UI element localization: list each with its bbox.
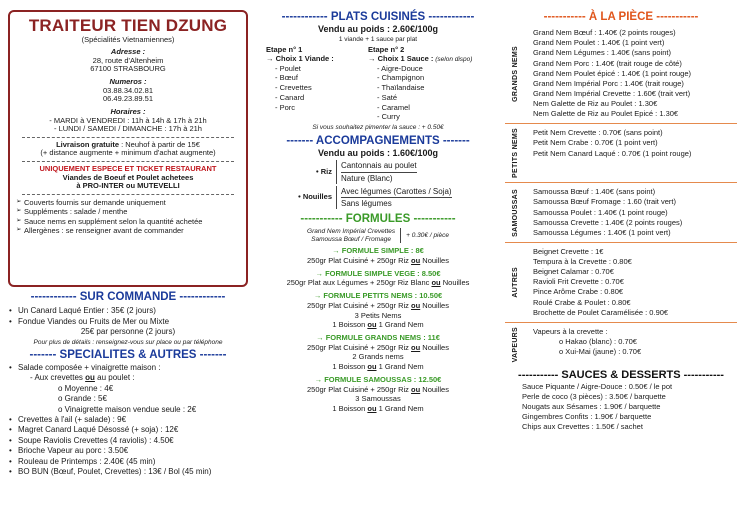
sur-commande-note: Pour plus de détails : renseignez-vous sur place ou par téléphone [33, 339, 223, 347]
nouilles-group [256, 186, 500, 209]
menu-item: Ravioli Frit Crevette : 0.70€ [533, 277, 624, 287]
left-column [8, 0, 248, 477]
menu-item: Grand Nem Impérial Crevette : 1.60€ (trait vert) [533, 88, 691, 98]
etape-2 [368, 46, 498, 122]
menu-item: Roulé Crabe & Poulet : 0.80€ [533, 297, 631, 307]
piment-note: Si vous souhaitez pimenter la sauce : + 0.50€ [312, 124, 444, 132]
formule-line: 3 Samoussas [355, 394, 401, 404]
menu-item: Samoussa Poulet : 1.40€ (1 point rouge) [533, 207, 668, 217]
list-item: • Fondue Viandes ou Fruits de Mer ou Mixte [8, 317, 248, 327]
grands-nems-block [505, 24, 737, 124]
sauce-item: - Aigre-Douce [376, 64, 498, 74]
riz-label: • Riz [316, 166, 332, 176]
right-column [505, 0, 737, 433]
grands-nems-label: GRANDS NEMS [511, 45, 519, 102]
salade-option: - Aux crevettes ou au poulet : [30, 373, 135, 383]
size-item: o Vinaigrette maison vendue seule : 2€ [58, 404, 197, 414]
menu-item: Beignet Crevette : 1€ [533, 246, 604, 256]
formules-title: ----------- FORMULES ----------- [300, 213, 456, 226]
phone-label: Numeros : [109, 77, 147, 87]
list-item: • Brioche Vapeur au porc : 3.50€ [8, 446, 248, 456]
viandes-list [266, 64, 368, 113]
formules-list [256, 247, 500, 413]
list-item: • Un Canard Laqué Entier : 35€ (2 jours) [8, 306, 248, 316]
specialites-title: ------- SPECIALITES & AUTRES ------- [29, 348, 227, 361]
nouilles-option: Avec légumes (Carottes / Soja) [341, 186, 452, 198]
sauces-items [505, 382, 737, 433]
restaurant-subtitle: (Spécialités Vietnamiennes) [81, 34, 175, 44]
accomp-title: ------- ACCOMPAGNEMENTS ------- [286, 134, 470, 147]
accomp-price: Vendu au poids : 1.60€/100g [317, 147, 439, 158]
hours-1: - MARDI à VENDREDI : 11h à 14h & 17h à 21h [49, 115, 207, 125]
menu-item: Sauce Piquante / Aigre-Douce : 0.50€ / le pot [522, 381, 673, 391]
list-item: • BO BUN (Bœuf, Poulet, Crevettes) : 13€ / Bol (45 min) [8, 467, 248, 477]
vapeurs-items [527, 327, 737, 362]
note-item: ➢ Sauce nems en supplément selon la quantité achetée [16, 217, 240, 226]
list-item: • Crevettes à l'ail (+ salade) : 9€ [8, 415, 248, 425]
menu-item: Nem Galette de Riz au Poulet : 1.30€ [533, 99, 658, 109]
meat-origin-1: Viandes de Boeuf et Poulet achetees [62, 172, 194, 182]
menu-item: Grand Nem Bœuf : 1.40€ (2 points rouges) [533, 28, 676, 38]
formules-supplement [256, 228, 500, 243]
grands-nems-items [527, 28, 737, 119]
viande-item: - Crevettes [274, 83, 368, 93]
divider [22, 161, 234, 162]
formule-line: 2 Grands nems [352, 352, 404, 362]
samoussas-block [505, 183, 737, 243]
autres-label: AUTRES [511, 267, 519, 298]
phone-2[interactable]: 06.49.23.89.51 [102, 94, 154, 104]
address-line-1: 28, route d'Altenheim [92, 55, 164, 65]
menu-item: Grand Nem Poulet épicé : 1.40€ (1 point rouge) [533, 68, 692, 78]
sauce-item: - Caramel [376, 103, 498, 113]
menu-item: Perle de coco (3 pièces) : 3.50€ / barquette [522, 392, 666, 402]
menu-item: Nougats aux Sésames : 1.90€ / barquette [522, 402, 661, 412]
divider [22, 137, 234, 138]
riz-option: Cantonnais au poulet [341, 160, 417, 172]
note-item: ➢ Allergènes : se renseigner avant de commander [16, 226, 240, 235]
petits-nems-items [527, 128, 737, 178]
delivery-note: (+ distance augmente + minimum d'achat augmente) [40, 148, 216, 158]
formule-line: 250gr Plat Cuisiné + 250gr Riz ou Nouilles [307, 300, 449, 310]
choix-viande: → Choix 1 Viande : [266, 53, 334, 63]
menu-item: Gingembres Confits : 1.90€ / barquette [522, 412, 652, 422]
meat-origin-2: à PRO-INTER ou MUTEVELLI [76, 181, 180, 191]
list-item: • Salade composée + vinaigrette maison : [8, 363, 248, 373]
viande-item: - Porc [274, 103, 368, 113]
plats-price: Vendu au poids : 2.60€/100g [317, 24, 439, 35]
menu-item: Tempura à la Crevette : 0.80€ [533, 257, 632, 267]
fondue-price: 25€ par personne (2 jours) [80, 327, 176, 336]
autres-items [527, 247, 737, 318]
petits-nems-label: PETITS NEMS [511, 128, 519, 179]
divider [22, 194, 234, 195]
sauces-list [368, 64, 498, 123]
note-item: ➢ Suppléments : salade / menthe [16, 207, 240, 216]
nouilles-label: • Nouilles [298, 192, 332, 202]
notes-list [16, 198, 240, 236]
address-line-2: 67100 STRASBOURG [90, 64, 166, 74]
menu-item: Samoussa Légumes : 1.40€ (1 point vert) [533, 227, 671, 237]
etape-1 [256, 46, 368, 122]
nouilles-option: Sans légumes [341, 199, 392, 209]
petits-nems-block [505, 124, 737, 183]
vapeurs-label: VAPEURS [511, 326, 519, 363]
phone-1[interactable]: 03.88.34.02.81 [102, 85, 154, 95]
autres-block [505, 243, 737, 323]
formule-line: 250gr Plat Cuisiné + 250gr Riz ou Nouilles [307, 384, 449, 394]
sur-commande-title: ------------ SUR COMMANDE ------------ [30, 291, 226, 303]
etape-2-label: Etape n° 2 [368, 45, 405, 55]
menu-item: Grand Nem Porc : 1.40€ (trait rouge de côté) [533, 58, 682, 68]
salade-sizes [8, 384, 248, 415]
formule-line: 250gr Plat Cuisiné + 250gr Riz ou Nouilles [307, 256, 449, 265]
menu-item: Chips aux Crevettes : 1.50€ / sachet [522, 422, 643, 432]
menu-item: Vapeurs à la crevette : [533, 326, 608, 336]
hours-2: - LUNDI / SAMEDI / DIMANCHE : 17h à 21h [54, 124, 202, 134]
formule-line: 3 Petits Nems [354, 310, 402, 320]
a-la-piece-title: ----------- À LA PIÈCE ----------- [543, 11, 699, 23]
viande-item: - Canard [274, 93, 368, 103]
menu-item: Petit Nem Canard Laqué : 0.70€ (1 point rouge) [533, 148, 692, 158]
sauce-item: - Saté [376, 93, 498, 103]
riz-option: Nature (Blanc) [341, 173, 393, 183]
menu-item: Samoussa Crevette : 1.40€ (2 points rouges) [533, 217, 683, 227]
specialites-list [8, 363, 248, 373]
sauces-title: ----------- SAUCES & DESSERTS ----------- [518, 369, 724, 382]
formule-title: → FORMULE PETITS NEMS : 10.50€ [313, 291, 443, 301]
menu-item: o Hakao (blanc) : 0.70€ [559, 336, 637, 346]
menu-item: Brochette de Poulet Caramélisée : 0.90€ [533, 307, 669, 317]
samoussas-items [527, 187, 737, 238]
size-item: o Moyenne : 4€ [58, 383, 114, 393]
list-item: • Soupe Raviolis Crevettes (4 raviolis) : 4.50€ [8, 436, 248, 446]
riz-group [256, 160, 500, 183]
menu-item: Petit Nem Crevette : 0.70€ (sans point) [533, 128, 663, 138]
restaurant-name: TRAITEUR TIEN DZUNG [28, 16, 228, 35]
viande-item: - Poulet [274, 64, 368, 74]
list-item: • Magret Canard Laqué Désossé (+ soja) : 12€ [8, 425, 248, 435]
menu-item: Samoussa Bœuf Fromage : 1.60 (trait vert) [533, 197, 676, 207]
formule-line: 1 Boisson ou 1 Grand Nem [332, 362, 424, 372]
formule-line: 1 Boisson ou 1 Grand Nem [332, 320, 424, 330]
sauce-item: - Thaïlandaise [376, 83, 498, 93]
choix-sauce: → Choix 1 Sauce : (selon dispo) [368, 53, 473, 63]
formule-title: → FORMULE SIMPLE : 8€ [332, 246, 424, 256]
menu-item: Pince Arôme Crabe : 0.80€ [533, 287, 624, 297]
vapeurs-block [505, 323, 737, 366]
menu-item: Petit Nem Crabe : 0.70€ (1 point vert) [533, 138, 658, 148]
note-item: ➢ Couverts fournis sur demande uniquement [16, 198, 240, 207]
payment-info: UNIQUEMENT ESPECE ET TICKET RESTAURANT [39, 164, 217, 174]
nouilles-items [336, 186, 452, 209]
formule-title: → FORMULE SAMOUSSAS : 12.50€ [314, 374, 442, 384]
middle-column [256, 0, 500, 414]
riz-items [336, 160, 417, 183]
etape-1-label: Etape n° 1 [266, 45, 303, 55]
sauce-item: - Curry [376, 112, 498, 122]
list-item: • Rouleau de Printemps : 2.40€ (45 min) [8, 457, 248, 467]
formule-title: → FORMULE SIMPLE VEGE : 8.50€ [315, 268, 441, 278]
plats-note: 1 viande + 1 sauce par plat [338, 35, 418, 43]
formule-line: 250gr Plat Cuisiné + 250gr Riz ou Nouilles [307, 342, 449, 352]
supp-price: + 0.30€ / pièce [406, 232, 449, 240]
samoussas-label: SAMOUSSAS [511, 188, 519, 237]
formule-title: → FORMULE GRANDS NEMS : 11€ [316, 333, 440, 342]
plats-title: ------------ PLATS CUISINÉS ------------ [281, 11, 475, 23]
address-label: Adresse : [110, 47, 146, 57]
restaurant-info-box [8, 10, 248, 287]
menu-item: Samoussa Bœuf : 1.40€ (sans point) [533, 187, 656, 197]
menu-item: Nem Galette de Riz au Poulet Epicé : 1.30€ [533, 109, 679, 119]
delivery-info: Livraison gratuite : Neuhof à partir de 15€ [56, 139, 200, 149]
menu-item: Grand Nem Impérial Porc : 1.40€ (trait rouge) [533, 78, 684, 88]
menu-item: Grand Nem Poulet : 1.40€ (1 point vert) [533, 38, 665, 48]
hours-label: Horaires : [110, 106, 146, 116]
supp-1: Grand Nem Impérial Crevettes [307, 228, 396, 236]
plats-etapes [256, 46, 500, 122]
sur-commande-list [8, 306, 248, 327]
specialites-items [8, 415, 248, 477]
menu-item: o Xui-Mai (jaune) : 0.70€ [559, 347, 642, 357]
sauce-item: - Champignon [376, 73, 498, 83]
menu-item: Grand Nem Légumes : 1.40€ (sans point) [533, 48, 671, 58]
menu-item: Beignet Calamar : 0.70€ [533, 267, 614, 277]
size-item: o Grande : 5€ [58, 394, 107, 404]
supp-2: Samoussa Bœuf / Fromage [311, 235, 391, 243]
formule-line: 1 Boisson ou 1 Grand Nem [332, 404, 424, 413]
formule-line: 250gr Plat aux Légumes + 250gr Riz Blanc ou Nouilles [286, 278, 470, 288]
viande-item: - Bœuf [274, 73, 368, 83]
